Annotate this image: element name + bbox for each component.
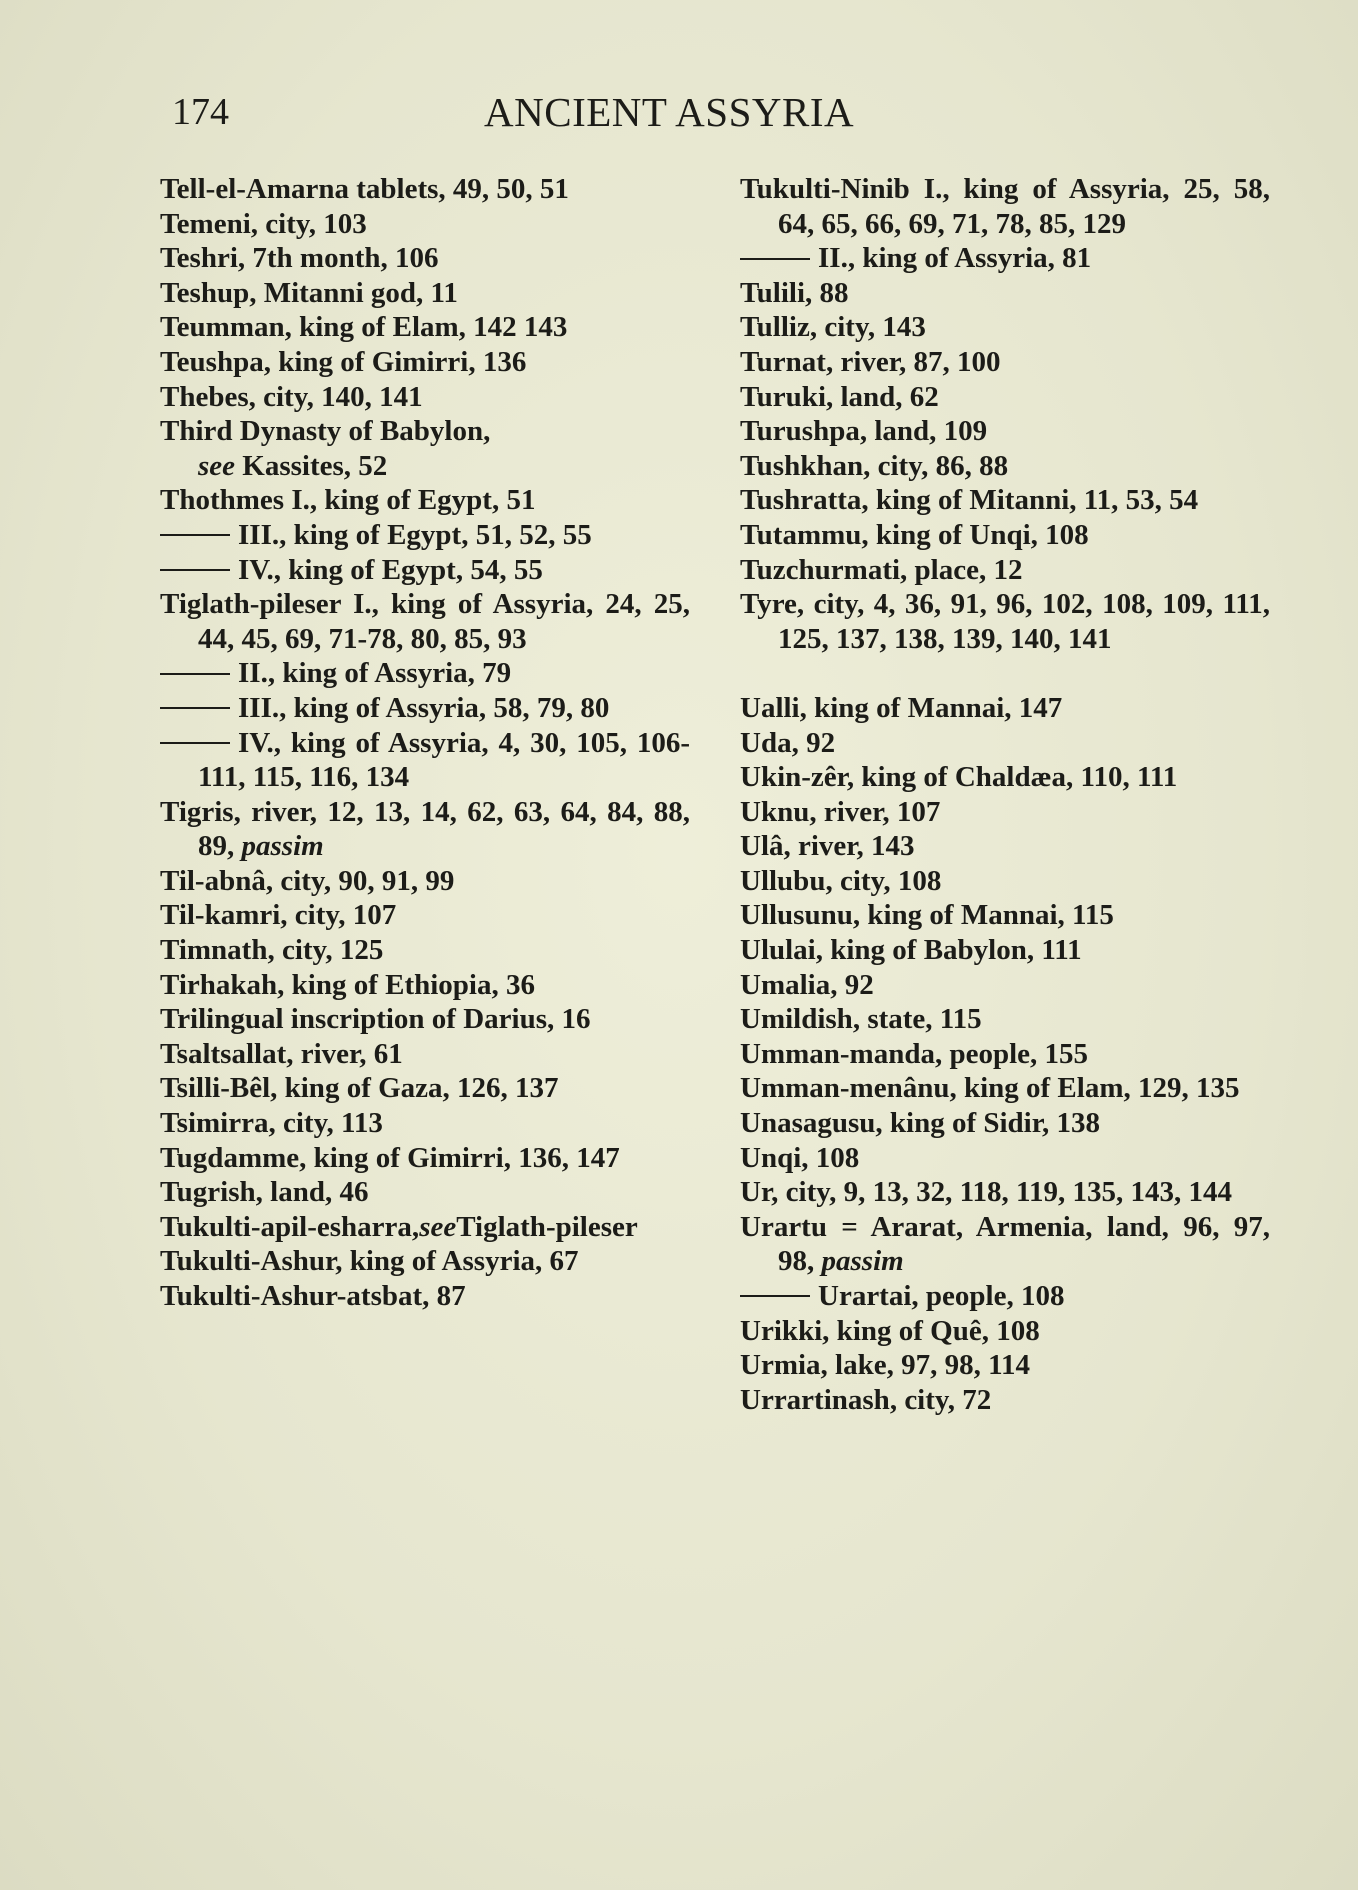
see-reference: see (198, 449, 236, 482)
page-header (172, 82, 1272, 142)
index-column-left (160, 172, 690, 1314)
index-entry (740, 1348, 1270, 1383)
ditto-dash (160, 707, 230, 709)
index-entry (740, 968, 1270, 1003)
entry-text: Third Dynasty of Babylon, (160, 415, 491, 448)
index-entry (160, 656, 690, 691)
entry-text: Tushratta, king of Mitanni, 11, 53, 54 (740, 484, 1199, 517)
index-entry (740, 691, 1270, 726)
entry-text: II., king of Assyria, 81 (818, 242, 1092, 275)
entry-text: Tyre, city, 4, 36, 91, 96, 102, 108, 109, 111, 125, 137, 138, 139, 140, 141 (740, 588, 1270, 655)
entry-text: Tsaltsallat, river, 61 (160, 1037, 403, 1070)
entry-text: Teshup, Mitanni god, 11 (160, 276, 458, 309)
index-entry (740, 310, 1270, 345)
index-entry (160, 587, 690, 656)
entry-text: Tugdamme, king of Gimirri, 136, 147 (160, 1141, 620, 1174)
entry-text: Tulili, 88 (740, 276, 849, 309)
index-entry (740, 414, 1270, 449)
index-entry (160, 691, 690, 726)
entry-text: Tuzchurmati, place, 12 (740, 553, 1023, 586)
index-entry (160, 1175, 690, 1210)
index-entry (740, 1314, 1270, 1349)
index-entry (740, 726, 1270, 761)
section-gap (740, 656, 1270, 691)
index-entry (160, 898, 690, 933)
entry-text: Turnat, river, 87, 100 (740, 345, 1001, 378)
entry-text: Tugrish, land, 46 (160, 1176, 369, 1209)
index-entry (160, 553, 690, 588)
ditto-dash (740, 258, 810, 260)
index-entry (740, 553, 1270, 588)
entry-text: Unasagusu, king of Sidir, 138 (740, 1107, 1100, 1140)
index-entry (740, 1071, 1270, 1106)
index-column-right (740, 172, 1270, 1417)
entry-text: II., king of Assyria, 79 (238, 657, 512, 690)
index-entry (740, 380, 1270, 415)
entry-text: IV., king of Egypt, 54, 55 (238, 553, 543, 586)
italic-note: passim (234, 830, 324, 863)
entry-text: Urartai, people, 108 (818, 1280, 1065, 1312)
index-entry (160, 172, 690, 207)
index-entry (160, 933, 690, 968)
ditto-dash (160, 534, 230, 536)
index-entry (740, 898, 1270, 933)
entry-text: Thothmes I., king of Egypt, 51 (160, 484, 536, 517)
entry-text: Thebes, city, 140, 141 (160, 380, 423, 413)
index-entry (160, 241, 690, 276)
index-entry (740, 864, 1270, 899)
entry-text: Ur, city, 9, 13, 32, 118, 119, 135, 143, 144 (740, 1176, 1232, 1209)
entry-text: Uknu, river, 107 (740, 795, 941, 828)
index-entry (160, 1037, 690, 1072)
entry-text: Tukulti-Ashur, king of Assyria, 67 (160, 1245, 579, 1278)
italic-note: passim (814, 1245, 904, 1278)
index-entry (160, 1279, 690, 1314)
index-entry (160, 207, 690, 242)
entry-text: Trilingual inscription of Darius, 16 (160, 1003, 591, 1036)
entry-text: Umman-menânu, king of Elam, 129, 135 (740, 1072, 1240, 1105)
entry-text: Turushpa, land, 109 (740, 415, 988, 448)
index-entry (740, 795, 1270, 830)
entry-text: Tirhakah, king of Ethiopia, 36 (160, 968, 535, 1001)
index-entry (740, 587, 1270, 656)
index-entry (740, 760, 1270, 795)
index-entry (160, 414, 690, 483)
index-entry (160, 1244, 690, 1279)
index-entry (740, 276, 1270, 311)
entry-text: Unqi, 108 (740, 1141, 860, 1174)
index-entry (740, 1383, 1270, 1418)
entry-text: Tukulti-Ashur-atsbat, 87 (160, 1280, 466, 1312)
entry-text: Uda, 92 (740, 726, 836, 759)
index-entry (160, 864, 690, 899)
entry-text: Umman-manda, people, 155 (740, 1037, 1089, 1070)
index-entry (740, 241, 1270, 276)
index-entry (160, 1141, 690, 1176)
entry-text: Teumman, king of Elam, 142 143 (160, 311, 568, 344)
ditto-dash (160, 673, 230, 675)
index-entry (160, 310, 690, 345)
entry-text: Ululai, king of Babylon, 111 (740, 934, 1082, 967)
entry-text: Ullusunu, king of Mannai, 115 (740, 899, 1114, 932)
index-entry (740, 1210, 1270, 1279)
entry-text: Til-kamri, city, 107 (160, 899, 397, 932)
entry-text: Tutammu, king of Unqi, 108 (740, 518, 1089, 551)
entry-text: Urrartinash, city, 72 (740, 1383, 992, 1416)
index-entry (740, 1002, 1270, 1037)
entry-text: Temeni, city, 103 (160, 207, 367, 240)
entry-text: Tiglath-pileser I., king of Assyria, 24, 25, 44, 45, 69, 71-78, 80, 85, 93 (160, 588, 690, 655)
entry-text: Teshri, 7th month, 106 (160, 242, 439, 275)
entry-text: III., king of Egypt, 51, 52, 55 (238, 518, 592, 551)
index-entry (740, 1141, 1270, 1176)
entry-text: Tukulti-apil-esharra, (160, 1210, 420, 1243)
index-entry (740, 1037, 1270, 1072)
index-entry (740, 1106, 1270, 1141)
index-entry (740, 172, 1270, 241)
index-entry (160, 1071, 690, 1106)
entry-text: III., king of Assyria, 58, 79, 80 (238, 691, 610, 724)
index-entry (740, 1175, 1270, 1210)
index-entry (160, 726, 690, 795)
entry-text: Ullubu, city, 108 (740, 864, 942, 897)
index-entry (160, 345, 690, 380)
entry-text: Til-abnâ, city, 90, 91, 99 (160, 864, 455, 897)
entry-text: Timnath, city, 125 (160, 934, 384, 967)
index-entry (160, 380, 690, 415)
entry-text: Tigris, river, 12, 13, 14, 62, 63, 64, 84, 88, 89, (160, 795, 690, 863)
index-entry (160, 276, 690, 311)
index-entry (160, 1106, 690, 1141)
index-entry (160, 1002, 690, 1037)
index-entry (740, 829, 1270, 864)
entry-text: Tsimirra, city, 113 (160, 1107, 383, 1140)
entry-text: Urikki, king of Quê, 108 (740, 1314, 1040, 1347)
entry-text: IV., king of Assyria, 4, 30, 105, 106-111, 115, 116, 134 (198, 726, 690, 794)
index-entry (740, 345, 1270, 380)
entry-text: Umildish, state, 115 (740, 1003, 982, 1036)
entry-text: Tell-el-Amarna tablets, 49, 50, 51 (160, 173, 569, 205)
index-entry (740, 933, 1270, 968)
see-target: Tiglath-pileser (456, 1210, 638, 1243)
ditto-dash (160, 569, 230, 571)
index-entry (740, 483, 1270, 518)
entry-text: Umalia, 92 (740, 968, 874, 1001)
entry-text: Ulâ, river, 143 (740, 830, 915, 863)
index-entry (160, 1210, 690, 1245)
index-entry (740, 1279, 1270, 1314)
index-entry (160, 483, 690, 518)
index-entry (160, 518, 690, 553)
entry-text: Tulliz, city, 143 (740, 311, 926, 344)
running-title: ANCIENT ASSYRIA (484, 89, 855, 135)
entry-text: Ualli, king of Mannai, 147 (740, 691, 1063, 724)
index-entry (160, 968, 690, 1003)
entry-text: Urmia, lake, 97, 98, 114 (740, 1349, 1030, 1382)
index-entry (740, 518, 1270, 553)
entry-text: Tsilli-Bêl, king of Gaza, 126, 137 (160, 1072, 559, 1105)
entry-text: Ukin-zêr, king of Chaldæa, 110, 111 (740, 761, 1178, 794)
entry-text: Tukulti-Ninib I., king of Assyria, 25, 58, 64, 65, 66, 69, 71, 78, 85, 129 (740, 173, 1270, 240)
index-entry (160, 795, 690, 864)
entry-text: Urartu = Ararat, Armenia, land, 96, 97, 98, (740, 1210, 1270, 1278)
page-number: 174 (172, 91, 229, 133)
see-reference: see (419, 1210, 457, 1243)
index-entry (740, 449, 1270, 484)
see-target: Kassites, 52 (235, 449, 388, 482)
ditto-dash (740, 1295, 810, 1297)
entry-text: Teushpa, king of Gimirri, 136 (160, 345, 527, 378)
entry-text: Tushkhan, city, 86, 88 (740, 449, 1009, 482)
ditto-dash (160, 742, 230, 744)
entry-text: Turuki, land, 62 (740, 380, 939, 413)
